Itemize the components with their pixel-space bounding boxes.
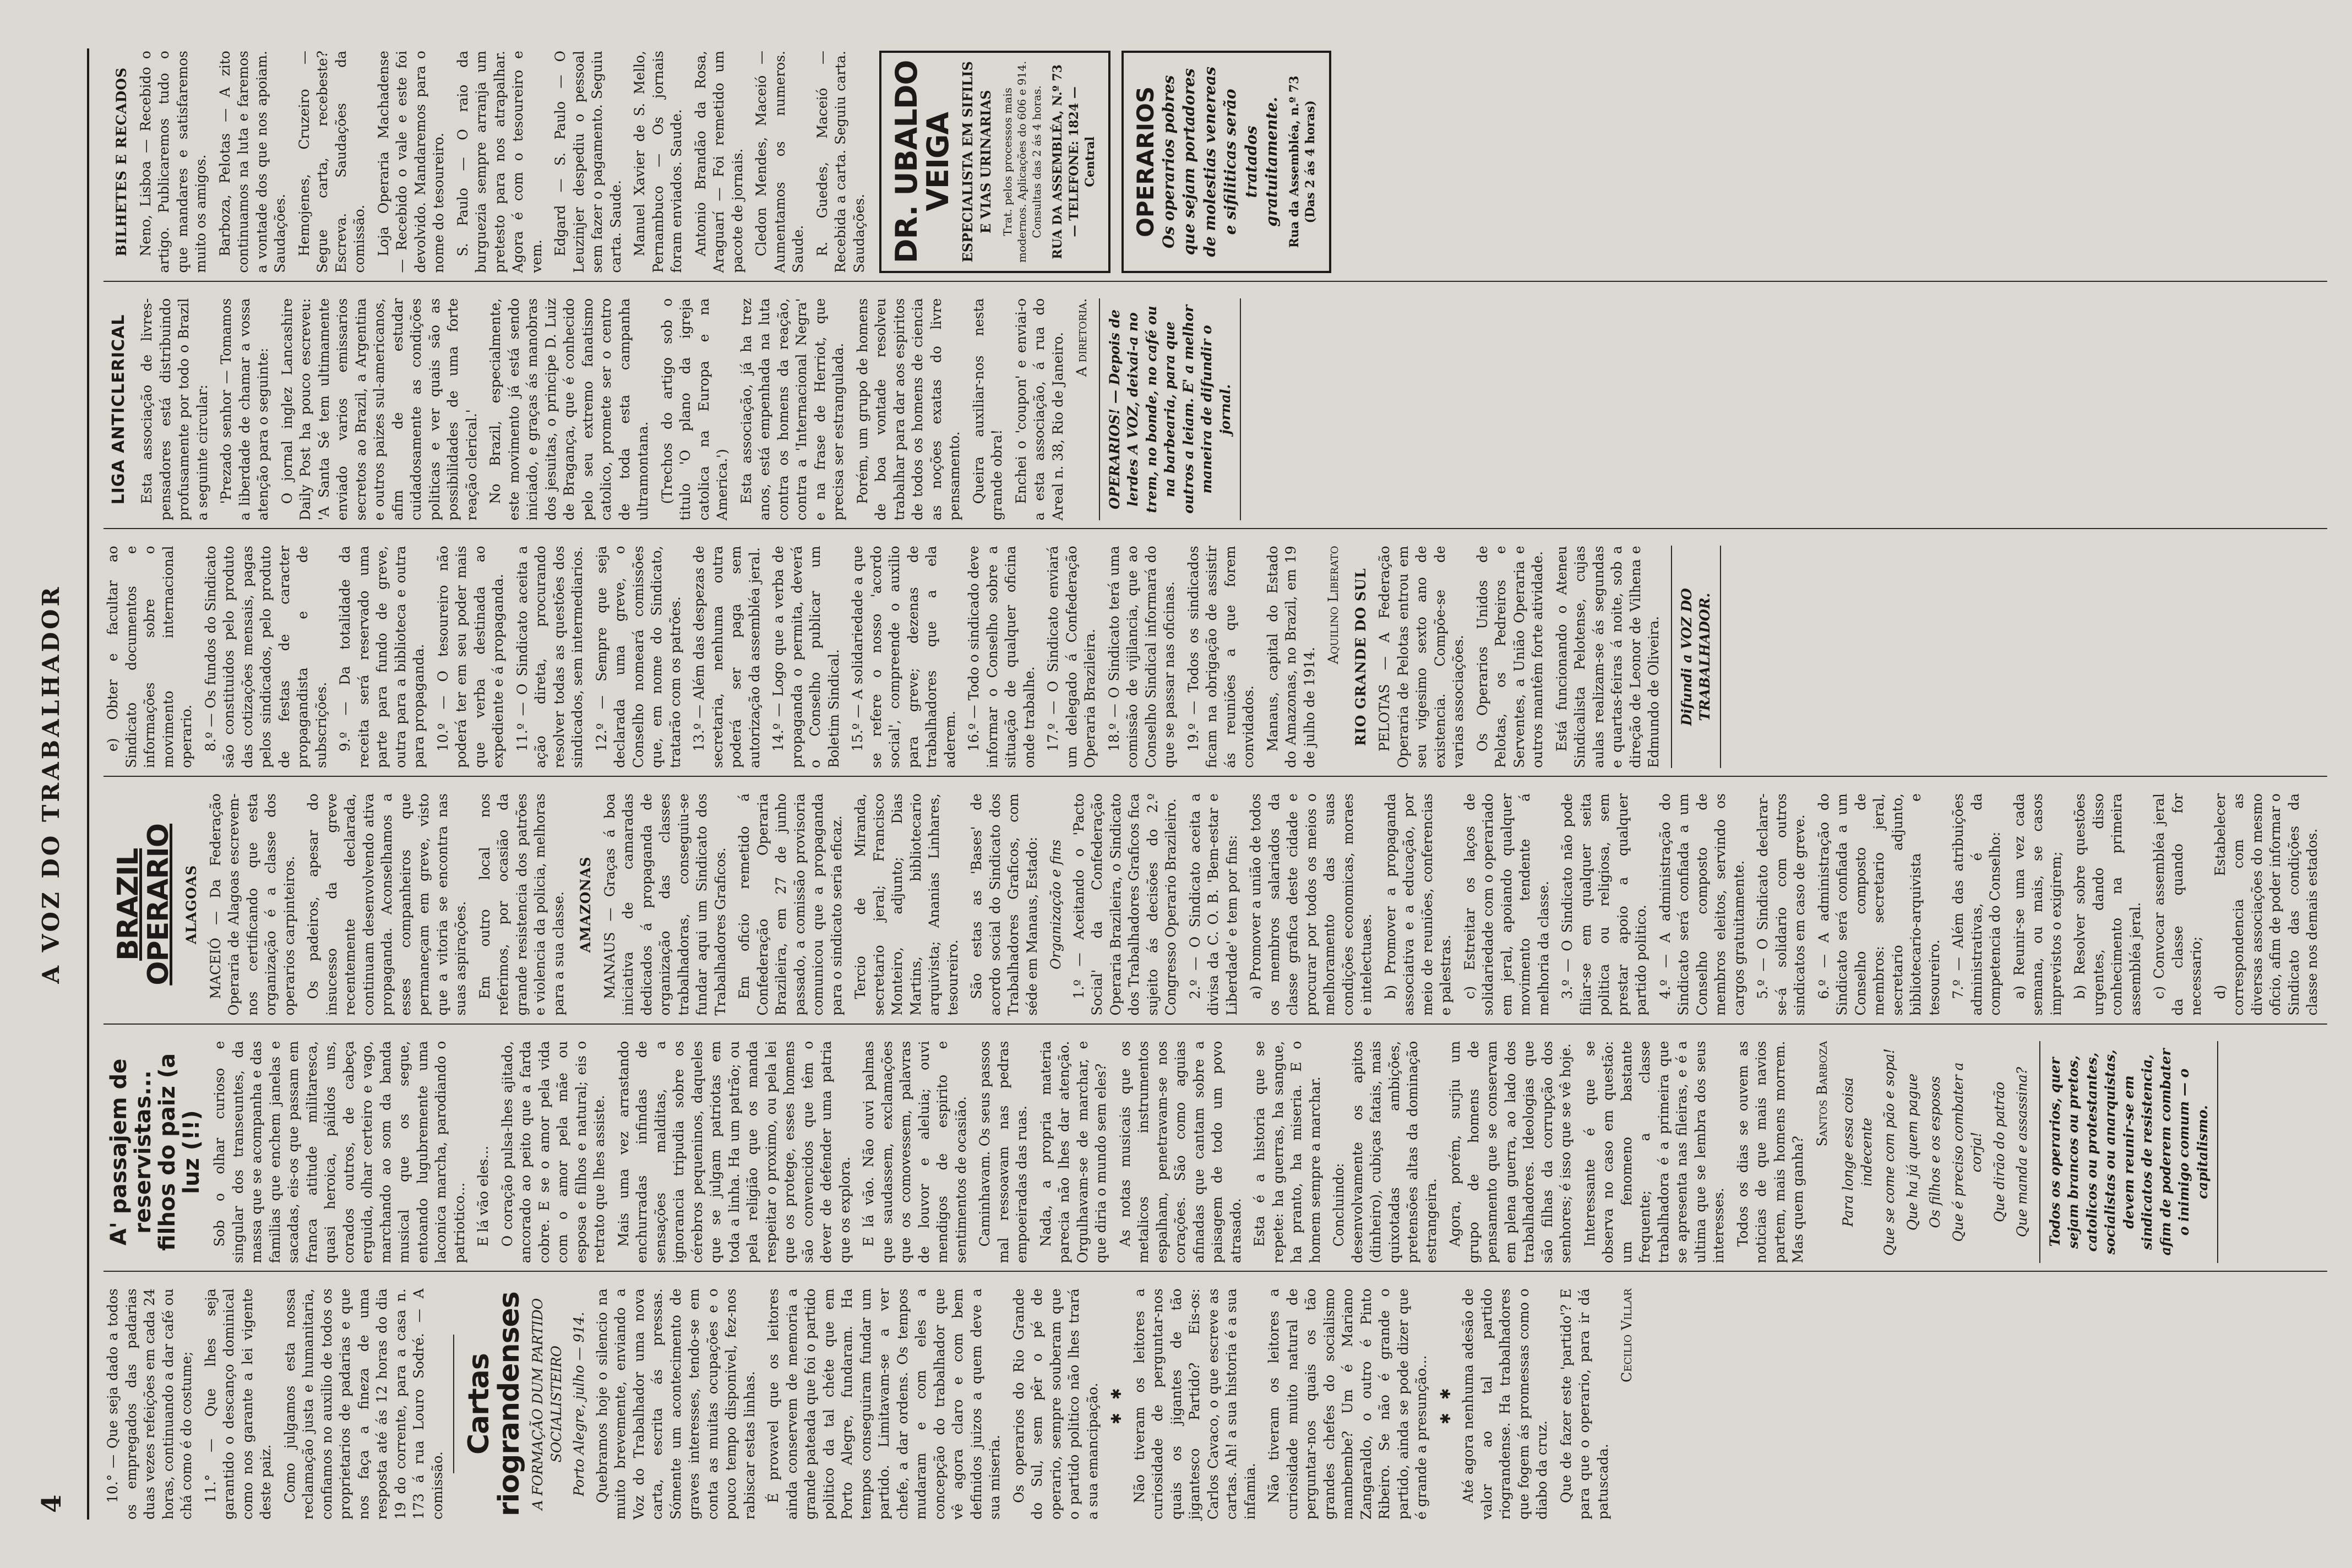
paragraph: 5.º — O Sindicato declarar-se-á solidario com outros sindicatos em caso de greve. [1755, 793, 1808, 1016]
paragraph: MANAUS — Graças á boa iniciativa de camaradas dedicados á propaganda de organização das classes trabalhadoras, conseguiu-se fundar aqui um Sindicato dos Trabalhadores Graficos. [601, 793, 728, 1016]
paragraph: Manaus, capital do Estado do Amazonas, no Brazil, em 19 de julho de 1914. [1264, 546, 1317, 769]
paragraph: Até agora nenhuma adesão de valor ao tal partido riograndense. Ha trabalhadores que fogem ás promessas como o diabo da cruz. [1460, 1288, 1550, 1520]
poem-line: Que dirão do patrão [1991, 1081, 2007, 1223]
paragraph: E lá vão. Não ouvi palmas que saudassem, exclamações que os comovessem, palavras de louvor e aleluia; ouvi mendigos de espirito e sentimentos de ocasião. [861, 1041, 969, 1264]
paragraph: 16.º — Todo o sindicado deve informar o Conselho sobre a situação de qualquer oficina onde trabalhe. [966, 546, 1037, 769]
paragraph: 2.º — O Sindicato aceita a divisa da C. O. B. 'Bem-estar e Liberdade' e tem por fins: [1186, 793, 1240, 1016]
column-6 [104, 48, 2327, 282]
callout-operarios: OPERARIOS! — Depois de lerdes A VOZ, deixai-a no trem, no bonde, no café ou na barbearia, para que outros a leiam. E' a melhor maneira de difundir o jornal. [1099, 298, 1242, 521]
article-heading-cartas: Cartas riograndenses [462, 1292, 526, 1517]
section-heading-bilhetes: BILHETES E RECADOS [113, 67, 129, 257]
article-subheading: A FORMAÇÃO DUM PARTIDO SOCIALISTEIRO [530, 1298, 564, 1510]
divider [453, 1335, 454, 1473]
paragraph: Barboza, Pelotas — A zito continuamos na luta e faremos a vontade dos que nos apoiam. Saudações. [216, 51, 288, 273]
paragraph: Edgard — S. Paulo — O Leuzinjer despediu o pessoal sem fazer o pagamento. Seguiu carta. Saude. [552, 51, 624, 273]
paragraph: As notas musicais que os metalicos instrumentos espalham, penetravam-se nos corações. São como aguias afinadas que cantam sobre a paisagem de todo um povo atrasado. [1117, 1041, 1244, 1264]
paragraph: Em oficio remetido á Confederação Operaria Brazileira, em 27 de junho passado, a comissão provisoria comunicou que a propaganda para o sindicato seria eficaz. [736, 793, 845, 1016]
paragraph: Os Operarios Unidos de Pelotas, os Pedreiros e Serventes, a União Operaria e outros mantêm forte atividade. [1474, 546, 1545, 769]
separator-stars: ✱ ✱ [1108, 1384, 1125, 1425]
paragraph: Cledon Mendes, Maceió — Aumentamos os numeros. Saude. [753, 51, 806, 273]
paragraph: 13.º — Além das despezas de secretaria, nenhuma outra poderá ser paga sem autorização da assembléa jeral. [691, 546, 763, 769]
paragraph: (Trechos do artigo sob o titulo 'O plano da igreja catolica na Europa e na America.') [658, 298, 731, 521]
paragraph: Sob o olhar curioso e singular dos transeuntes, da massa que se acompanha e das familias que enchem janelas e sacadas, eis-os que passam em franca atitude militaresca, quasi heroica, pálidos uns, corados outros, de cabeça erguida, olhar certeiro e vago, marchando ao som da banda musical que os segue, entoando lugubremente uma laconica marcha, parodiando o patriotico... [211, 1041, 467, 1264]
paragraph: 8.º — Os fundos do Sindicato são constituidos pelo produto das cotizações mensais, pagas pelos sindicados, pelo produto de festas de caracter propagandista e de subscrições. [202, 546, 329, 769]
paragraph: Os padeiros, apesar do insucesso da greve recentemente declarada, continuam desenvolvendo ativa propaganda. Aconselhamos a esses companheiros que permaneçam em greve, visto que a vitoria se encontra nas suas aspirações. [305, 793, 469, 1016]
poem-line: Os filhos e os esposos [1927, 1076, 1943, 1228]
paragraph: 19.º — Todos os sindicados ficam na obrigação de assistir ás reuniões a que forem convidados. [1185, 546, 1256, 769]
paragraph: Mais uma vez arrastando enchurradas infindas de sensações malditas, a ignorancia tripudia sobre os cérebros pequeninos, daqueles que se julgam patriotas em toda a linha. Ha um patrão; ou pela religião que os manda respeitar o proximo, ou pela lei que os protege, esses homens são convencidos que têm o dever de defender uma patria que os explora. [615, 1041, 853, 1264]
paragraph: Os operarios do Rio Grande do Sul, sem pêr o pé de operario, sempre souberam que o partido politico não lhes trará a sua emancipação. [1010, 1288, 1101, 1520]
paragraph: E lá vão eles... [475, 1146, 491, 1247]
paragraph: Queira auxiliar-nos nesta grande obra! [970, 298, 1005, 521]
signature: Santos Barboza [1814, 1041, 1830, 1147]
paragraph: a) Reunir-se uma vez cada semana, ou mais, se casos imprevistos o exigirem; [2011, 793, 2064, 1016]
poem-line: Que manda e assassina? [2014, 1066, 2030, 1238]
paragraph: 17.º — O Sindicato enviará um delegado á Confederação Operaria Brazileira. [1045, 546, 1098, 769]
paragraph: Enchei o 'coupon' e enviai-o a esta associação, á rua do Areal n. 38, Rio de Janeiro. [1012, 298, 1066, 521]
callout-difundi: Difundi a VOZ DO TRABALHADOR. [1671, 546, 1721, 768]
paragraph: Esta associação de livres-pensadores está distribuindo profusamente por todo o Brazil a seguinte circular: [139, 298, 210, 521]
column-5 [104, 296, 2327, 530]
paragraph: 10.º — O tesoureiro não poderá ter em seu poder mais que verba destinada ao expediente e á propaganda. [434, 546, 506, 769]
section-title: ALAGOAS [183, 864, 200, 944]
paragraph: 1.º — Aceitando o 'Pacto Social' da Confederação Operaria Brazileira, o Sindicato dos Trabalhadores Graficos fica sujeito ás decisões do 2.º Congresso Operario Brazileiro. [1070, 793, 1179, 1016]
paragraph: Em outro local nos referimos, por ocasião da grande resistencia dos patrões e violencia da policia, melhoras para a sua classe. [476, 793, 567, 1016]
paragraph: O coração pulsa-lhes ajitado, ancorado ao peito que a farda cobre. E se o amor pela vida com o amor pela mãe ou esposa e filhos e natural; eis o retrato que lhes assiste. [499, 1041, 607, 1264]
paragraph: Não tiveram os leitores a curiosidade muito natural de perguntar-nos quais os tão grandes chefes do socialismo mambembe? Um é Mariano Zangaraldo, o outro é Pinto Ribeiro. Se não é grande o partido, ainda se pode dizer que é grande a presunção... [1266, 1288, 1430, 1520]
columns [89, 48, 2321, 1520]
column-3 [104, 791, 2327, 1025]
paragraph: d) Estabelecer correspondencia com as diversas associações do mesmo oficio, afim de poder informar o Sindicato das condições da classe nos demais estados. [2212, 793, 2321, 1016]
paragraph: Interessante é que se observa no caso em questão: um fenomeno bastante frequente; a classe trabalhadora é a primeira que se apresenta nas fileiras, e é a ultima que se lembra dos seus interesses. [1581, 1041, 1727, 1264]
paragraph: Esta é a historia que se repete: ha guerras, ha sangue, ha pranto, ha miseria. E o homem sempre a marchar. [1251, 1041, 1323, 1264]
paragraph: 11.º — O Sindicato aceita a ação direta, procurando resolver todas as questões dos sindicados, sem intermediarios. [514, 546, 585, 769]
poem-line: Que se come com pão e sopa! [1881, 1048, 1897, 1256]
paragraph: Loja Operaria Machadense — Recebido o vale e este foi devolvido. Mandaremos para o nome do tesoureiro. [375, 51, 447, 273]
paragraph: Manuel Xavier de S. Mello, Pernambuco — Os jornais foram enviados. Saude. [631, 51, 684, 273]
ad-address: RUA DA ASSEMBLÉA, N.º 73 — TELEFONE: 1824 — Central [1050, 64, 1098, 259]
column-2 [104, 1039, 2327, 1272]
paragraph: MACEIÓ — Da Federação Operaria de Alagoas escrevem-nos certificando que esta organização é a classe dos operarios carpinteiros. [207, 793, 297, 1016]
paragraph: Porém, um grupo de homens de boa vontade resolveu trabalhar para dar aos espiritos de todos os homens de ciencia as noções exatas do livre pensamento. [854, 298, 963, 521]
advertisement-ubaldo-veiga [879, 51, 1110, 273]
section-title: AMAZONAS [578, 856, 594, 953]
paragraph: Quebramos hoje o silencio na muito brevemente, enviando a Voz do Trabalhador uma nova carta, escrita ás pressas. Sómente um acontecimento de graves interesses, tendo-se em conta as muitas ocupações e o pouco tempo disponivel, fez-nos rabiscar estas linhas. [594, 1288, 758, 1520]
poem-line: Que é preciso combater a corja! [1950, 1062, 1984, 1242]
ad-address: Rua da Assembléa, n.º 73 (Das 2 ás 4 horas) [1287, 75, 1318, 248]
paragraph: 15.º — A solidariedade a que se refere o nosso 'acordo social', compreende o auxilio para greve; dezenas de trabalhadores que a ela aderem. [850, 546, 958, 769]
advertisement-operarios [1121, 51, 1331, 273]
paragraph: Nada, a propria materia parecia não lhes dar atenção. Orgulhavam-se de marchar, e que diria o mundo sem eles? [1037, 1041, 1109, 1264]
section-title: Organização e fins [1048, 839, 1064, 970]
paragraph: Antonio Brandão da Rosa, Araguarí — Foi remetido um pacote de jornais. [692, 51, 745, 273]
paragraph: Esta associação, já ha trez anos, está empenhada na luta contra os homens da reação, contra a 'Internacional Negra' e na frase de Herriot, que precisa ser estrangulada. [738, 298, 847, 521]
column-4 [104, 543, 2327, 777]
column-1 [104, 1286, 2327, 1520]
paragraph: e) Obter e facultar ao Sindicato documentos e informações sobre o movimento internacional operario. [105, 546, 194, 769]
paragraph: 7.º — Além das atribuições administrativas, é da competencia do Conselho: [1950, 793, 2003, 1016]
dateline: Porto Alegre, julho — 914. [571, 1311, 587, 1496]
paragraph: Como julgamos esta nossa reclamação justa e humanitaria, confiamos no auxilio de todos os proprietarios de padarias e que nos faça a fineza de uma resposta até ás 12 horas do dia 19 do corrente, para a casa n. 173 á rua Louro Sodré. — A comissão. [281, 1288, 445, 1520]
paragraph: São estas as 'Bases' de acordo social do Sindicato dos Trabalhadores Graficos, com séde em Manaus, Estado: [968, 793, 1040, 1016]
separator-stars: ✱ ✱ [1437, 1384, 1453, 1425]
signature: A diretoria. [1074, 298, 1090, 377]
paragraph: 14.º — Logo que a verba de propaganda o permita, deverá o Conselho publicar um Boletim Sindical. [770, 546, 842, 769]
signature: Aquilino Liberato [1325, 546, 1341, 665]
paragraph: Não tiveram os leitores a curiosidade de perguntar-nos quais os jigantes de tão jigantesco Partido? Eis-os: Carlos Cavaco, o que escreve as cartas. Ah! a sua historia é a sua infamia. [1131, 1288, 1258, 1520]
paragraph: No Brazil, especialmente, este movimento já está sendo iniciado, e graças ás manobras dos jesuitas, o principe D. Luiz de Bragança, que é conhecido pelo seu extremo fanatismo catolico, promete ser o centro de toda esta campanha ultramontana. [487, 298, 651, 521]
poem-line: Que ha já quem pague [1904, 1073, 1920, 1231]
paragraph: Está funcionando o Ateneu Sindicalista Pelotense, cujas aulas realizam-se ás segundas e quartas-feiras á noite, sob a direção de Leonor de Vilhena e Edmundo de Oliveira. [1553, 546, 1662, 769]
paragraph: S. Paulo — O raio da burguezia sempre arranja um pretesto para nos atrapalhar. Agora é com o tesoureiro e vem. [454, 51, 545, 273]
paragraph: 12.º — Sempre que seja declarada uma greve, o Conselho nomeará comissões que, em nome do Sindicato, tratarão com os patrões. [593, 546, 683, 769]
paragraph: PELOTAS — A Federação Operaria de Pelotas entrou em seu vigesimo sexto ano de existencia. Compõe-se de varias associações. [1376, 546, 1466, 769]
paragraph: É provavel que os leitores ainda conservem de memoria a grande pateada que foi o partido politico da tal chéte que em Porto Alegre, fundaram. Ha tempos conseguiram fundar um partido. Limitavam-se a ver chefe, a dar ordens. Os tempos mudaram e com eles a concepção do trabalhador que vê agora claro e com bem definidos juizos a quem deve a sua miseria. [765, 1288, 1003, 1520]
paragraph: 4.º — A administração do Sindicato será confiada a um Conselho composto de membros eleitos, servindo os cargos gratuitamente. [1657, 793, 1747, 1016]
ad-details: Trat. pelos processos mais modernos. Aplicações do 606 e 914. Consultas das 2 ás 4 horas. [1000, 61, 1044, 263]
paragraph: 6.º — A administração do Sindicato será confiada a um Conselho composto de membros: secretario jeral, secretario adjunto, bibliotecario-arquivista e tesoureiro. [1815, 793, 1942, 1016]
paragraph: Tercio de Miranda, secretario jeral; Francisco Monteiro, adjunto; Dias Martins, bibliotecario arquivista; Ananias Linhares, tesoureiro. [852, 793, 961, 1016]
paragraph: 11.° — Que lhes seja garantido o descanço dominical como nos garante a lei vigente deste paiz. [202, 1288, 274, 1520]
paragraph: Agora, porém, surjiu um grupo de homens de pensamento que se conservam em plena guerra, ao lado dos trabalhadores. Ideologias que são filhas da corrupção dos senhores; é isso que se vê hoje. [1447, 1041, 1574, 1264]
paragraph: O jornal inglez Lancashire Daily Post ha pouco escreveu: 'A Santa Sé tem ultimamente enviado varios emissarios secretos ao Brazil, a Argentina e outros paizes sul-americanos, afim de estudar cuidadosamente as condições politicas e ver quais são as possibilidades de uma forte reação clerical.' [279, 298, 480, 521]
signature: Cecilio Villar [1619, 1288, 1635, 1382]
paragraph: c) Convocar assembléa jeral da classe quando for necessario; [2151, 793, 2204, 1016]
paragraph: a) Promover a união de todos os membros salariados da classe grafica deste cidade e procurar por todos os meios o melhoramento das suas condições economicas, moraes e intelectuaes. [1248, 793, 1375, 1016]
paragraph: b) Promover a propaganda associativa e a educação, por meio de reuniões, conferencias e palestras. [1382, 793, 1454, 1016]
paragraph: Que de fazer este 'partido'? E para que o operario, para ir dá patuscada. [1558, 1288, 1611, 1520]
masthead [22, 48, 89, 1520]
ad-text: Os operarios pobres que sejam portadores de molestias venereas e sifiliticas serão tratados gratuitamente. [1159, 67, 1281, 257]
paragraph: R. Guedes, Maceió — Recebida a carta. Seguiu carta. Saudações. [814, 51, 867, 273]
paragraph: 3.º — O Sindicato não pode filiar-se em qualquer seita politica ou religiosa, sem prestar apoio a qualquer partido politico. [1559, 793, 1649, 1016]
article-heading-reservistas: A' passajem de reservistas... filhos do paiz (a luz (!!) [106, 1053, 204, 1251]
ad-specialty: ESPECIALISTA EM SIFILIS E VIAS URINARIAS [960, 61, 994, 263]
section-title: RIO GRANDE DO SUL [1352, 568, 1369, 746]
paragraph: c) Estreitar os laços de solidariedade com o operariado em jeral, apoiando qualquer movimento tendente á melhoria da classe. [1461, 793, 1551, 1016]
ad-doctor-name: DR. UBALDO VEIGA [889, 60, 955, 264]
newspaper-title: A VOZ DO TRABALHADOR [37, 584, 64, 984]
paragraph: 9.º — Da totalidade da receita será reservado uma parte para fundo de greve, outra para a biblioteca e outra para propaganda. [337, 546, 427, 769]
paragraph: 'Prezado senhor — Tomamos a liberdade de chamar a vossa atenção para o seguinte: [218, 298, 271, 521]
section-heading-liga: LIGA ANTICLERICAL [109, 314, 128, 505]
paragraph: Concluindo: desenvolvamente os apitos (dinheiro), cubiças fatais, mais quixotadas ambições, pretensões altas da dominação estrangeira. [1331, 1041, 1439, 1264]
ad-title: OPERARIOS [1132, 86, 1159, 237]
callout-todos-operarios: Todos os operarios, quer sejam brancos ou pretos, catolicos ou protestantes, socialistas ou anarquistas, devem reunir-se em sindicatos de resistencia, afim de poderem combater o inimigo comum — o capitalismo. [2039, 1041, 2219, 1264]
paragraph: 10.° — Que seja dado a todos os empregados das padarias duas vezes refeições em cada 24 horas, continuando a dar café ou chá como é do costume; [105, 1288, 194, 1520]
section-heading-brazil-operario: BRAZIL OPERARIO [112, 823, 175, 986]
paragraph: 18.º — O Sindicato terá uma comissão de vijilancia, que ao Conselho Sindical informará do que se passar nas oficinas. [1106, 546, 1177, 769]
paragraph: Todos os dias se ouvem as noticias de que mais navios partem, mais homens morrem. Mas quem ganha? [1734, 1041, 1806, 1264]
paragraph: Hemojenes, Cruzeiro — Segue carta, recebeste? Escreva. Saudações da comissão. [296, 51, 367, 273]
paragraph: b) Resolver sobre questões urgentes, dando disso conhecimento na primeira assembléa jeral. [2072, 793, 2143, 1016]
paragraph: Caminhavam. Os seus passos mal ressoavam nas pedras empoeiradas das ruas. [977, 1041, 1030, 1264]
page-number: 4 [36, 1494, 67, 1513]
paragraph: Neno, Lisboa — Recebido o artigo. Publicaremos tudo o que mandares e satisfaremos muito os amigos. [137, 51, 209, 273]
poem-line: Para longe essa coisa indecente [1840, 1077, 1875, 1227]
